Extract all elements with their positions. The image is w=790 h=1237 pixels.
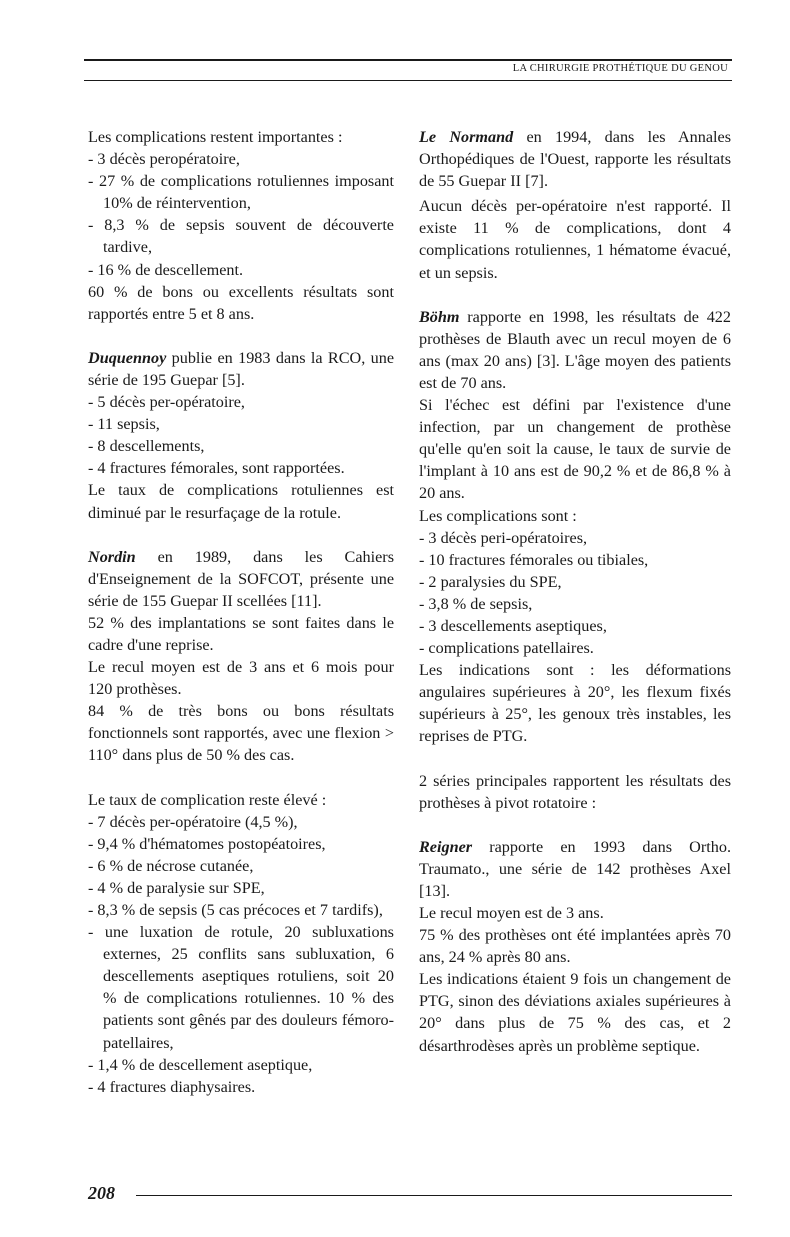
list-item: - 8,3 % de sepsis (5 cas précoces et 7 tardifs), [88, 901, 383, 919]
list-item: - 27 % de complications rotuliennes imposant 10% de réintervention, [88, 172, 394, 213]
left-column [88, 126, 394, 1098]
paragraph: Les complications sont : [419, 506, 577, 525]
author-name: Böhm [419, 307, 460, 326]
paragraph: Duquennoy publie en 1983 dans la RCO, une série de 195 Guepar [5]. [88, 348, 394, 389]
list-item: - 1,4 % de descellement aseptique, [88, 1055, 313, 1074]
list-item: - 3,8 % de sepsis, [419, 594, 533, 613]
list-item: - 10 fractures fémorales ou tibiales, [419, 550, 649, 569]
author-name: Duquennoy [88, 348, 167, 367]
list-item: - 4 fractures diaphysaires. [88, 1077, 256, 1096]
list-item: - 7 décès per-opératoire (4,5 %), [88, 812, 298, 831]
author-name: Le Normand [419, 128, 514, 146]
list-item: - 6 % de nécrose cutanée, [88, 856, 254, 875]
header-rule [84, 80, 732, 81]
paragraph: Les complications restent importantes : [88, 128, 343, 146]
list-item: - 3 descellements aseptiques, [419, 616, 607, 635]
list-item: - 3 décès peropératoire, [88, 150, 240, 169]
author-name: Nordin [88, 547, 136, 566]
paragraph: Le taux de complications rotuliennes est diminué par le resurfaçage de la rotule. [88, 481, 394, 522]
paragraph: 52 % des implantations se sont faites dans le cadre d'une reprise. [88, 613, 394, 654]
footer-rule [136, 1195, 732, 1196]
paragraph: Les indications étaient 9 fois un changement de PTG, sinon des déviations axiales supérieures à 20° dans plus de 75 % des cas, et 2 désarthrodèses après un problème septique. [419, 970, 731, 1055]
list-item: - 5 décès per-opératoire, [88, 393, 245, 412]
author-name: Reigner [419, 837, 473, 856]
top-rule [84, 59, 732, 61]
list-item: - complications patellaires. [419, 639, 594, 658]
paragraph: Le recul moyen est de 3 ans. [419, 904, 604, 922]
paragraph: 60 % de bons ou excellents résultats sont rapportés entre 5 et 8 ans. [88, 282, 394, 323]
list-item: - 4 % de paralysie sur SPE, [88, 878, 265, 897]
list-item: - 3 décès peri-opératoires, [419, 528, 588, 547]
paragraph: Le Normand en 1994, dans les Annales Orthopédiques de l'Ouest, rapporte les résultats de 55 Guepar II [7]. [419, 128, 731, 191]
paragraph: Böhm rapporte en 1998, les résultats de 422 prothèses de Blauth avec un recul moyen de 6 ans (max 20 ans) [3]. L'âge moyen des patients est de 70 ans. [419, 307, 731, 392]
list-item: - 8 descellements, [88, 437, 205, 456]
list-item: - 11 sepsis, [88, 415, 160, 434]
list-item: - 9,4 % d'hématomes postopéatoires, [88, 834, 326, 853]
list-item: - 4 fractures fémorales, sont rapportées. [88, 459, 345, 478]
right-column [419, 126, 731, 1057]
page-number: 208 [88, 1183, 115, 1203]
paragraph: Le recul moyen est de 3 ans et 6 mois pour 120 prothèses. [88, 658, 394, 699]
paragraph: 84 % de très bons ou bons résultats fonctionnels sont rapportés, avec une flexion > 110° dans plus de 50 % des cas. [88, 702, 394, 765]
paragraph: Si l'échec est défini par l'existence d'une infection, par un changement de prothèse qu'elle qu'en soit la cause, le taux de survie de l'implant à 10 ans est de 90,2 % et de 86,8 % à 20 ans. [419, 396, 731, 503]
running-head: LA CHIRURGIE PROTHÉTIQUE DU GENOU [512, 63, 728, 74]
paragraph: Reigner rapporte en 1993 dans Ortho. Traumato., une série de 142 prothèses Axel [13]. [419, 837, 731, 900]
paragraph: Nordin en 1989, dans les Cahiers d'Enseignement de la SOFCOT, présente une série de 155 Guepar II scellées [11]. [88, 547, 394, 610]
paragraph: Les indications sont : les déformations angulaires supérieures à 20°, les flexum fixés supérieurs à 25°, les genoux très instables, les reprises de PTG. [419, 661, 731, 746]
paragraph: Le taux de complication reste élevé : [88, 790, 327, 809]
list-item: - 16 % de descellement. [88, 260, 244, 279]
list-item: - une luxation de rotule, 20 subluxations externes, 25 conflits sans subluxation, 6 descellements aseptiques rotuliens, soit 20 % de complications rotuliennes. 10 % des patients sont gênés par des douleurs fémoro-patellaires, [88, 923, 394, 1052]
paragraph: Aucun décès per-opératoire n'est rapporté. Il existe 11 % de complications, dont 4 complications rotuliennes, 1 hématome évacué, et un sepsis. [419, 197, 731, 282]
paragraph: 2 séries principales rapportent les résultats des prothèses à pivot rotatoire : [419, 771, 731, 812]
list-item: - 8,3 % de sepsis souvent de découverte tardive, [88, 216, 394, 257]
paragraph: 75 % des prothèses ont été implantées après 70 ans, 24 % après 80 ans. [419, 926, 731, 967]
list-item: - 2 paralysies du SPE, [419, 572, 562, 591]
